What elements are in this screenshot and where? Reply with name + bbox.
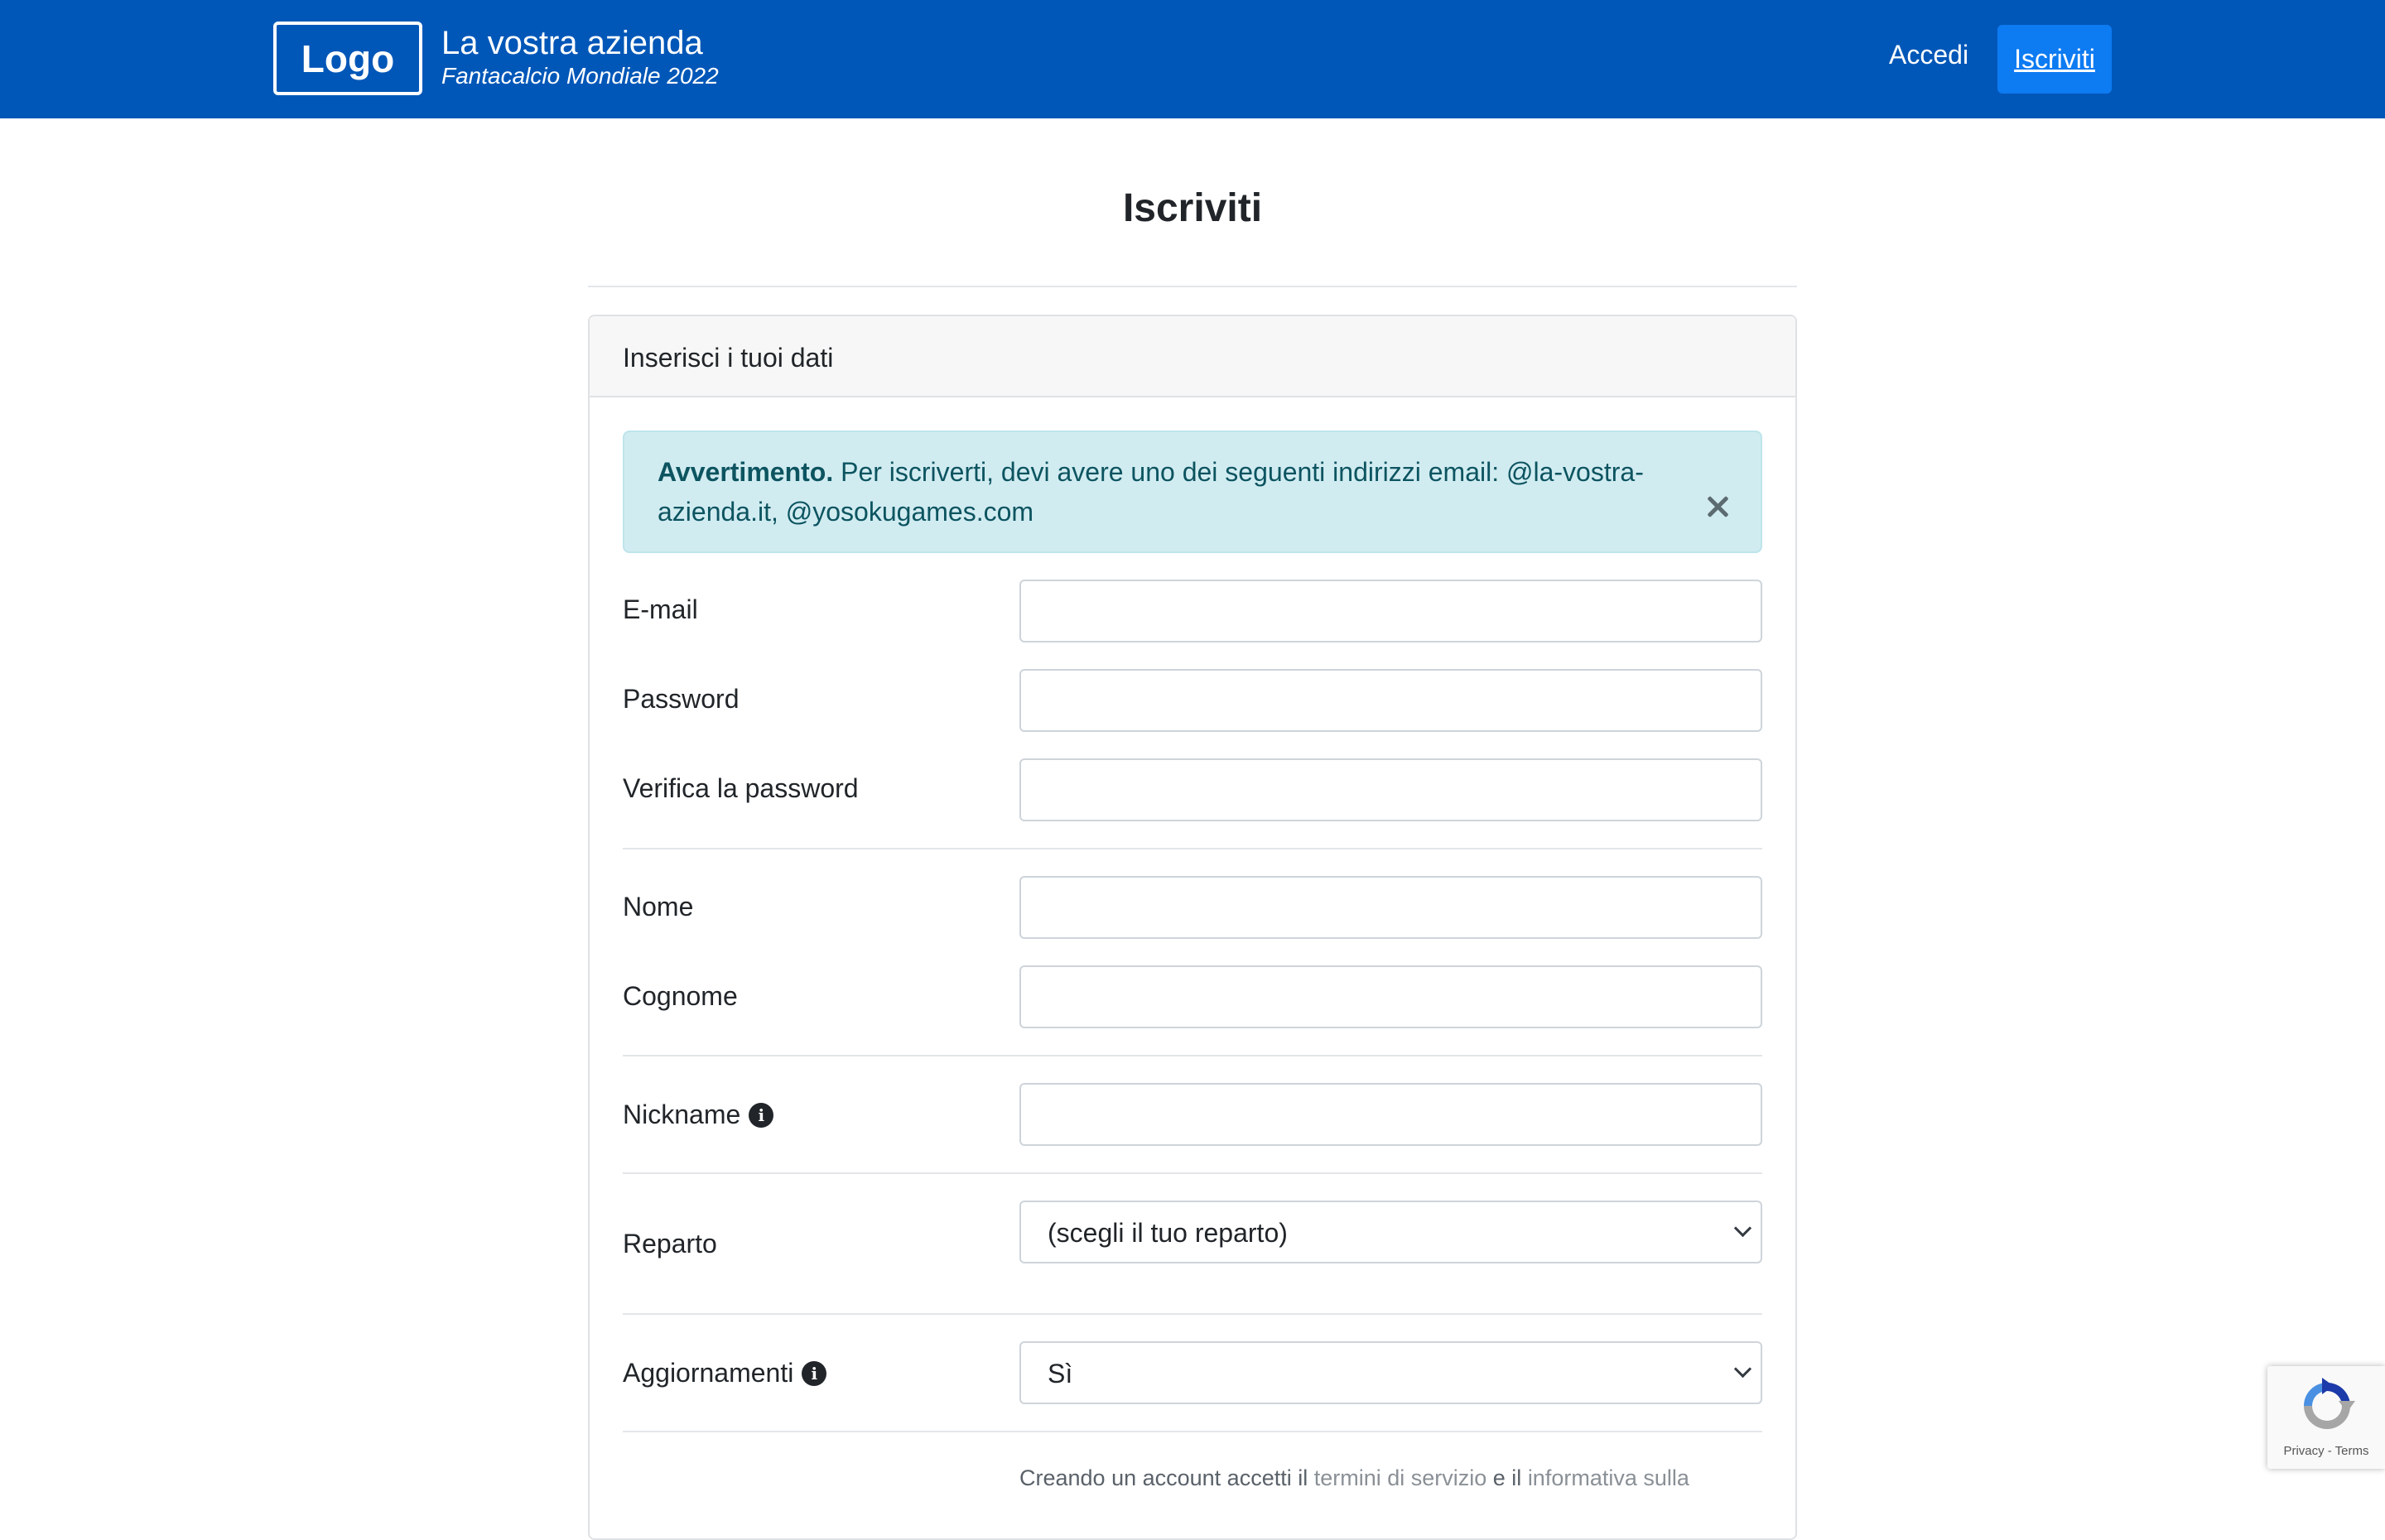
app-subtitle: Fantacalcio Mondiale 2022 [441,63,719,89]
section-divider [623,848,1762,849]
email-label: E-mail [623,594,698,624]
confirm-password-field[interactable] [1019,758,1762,821]
info-icon[interactable]: i [749,1103,773,1128]
nickname-field[interactable] [1019,1083,1762,1146]
section-divider [623,1172,1762,1174]
last-name-label: Cognome [623,981,738,1011]
warning-alert [623,431,1762,553]
nickname-label-group [623,1100,773,1130]
section-divider [623,1055,1762,1056]
recaptcha-links[interactable]: Privacy - Terms [2283,1444,2369,1458]
legal-middle: e il [1486,1465,1528,1490]
department-label: Reparto [623,1229,717,1258]
company-name: La vostra azienda [441,25,703,61]
title-divider [588,286,1797,287]
chevron-down-icon [1734,1220,1751,1237]
first-name-field[interactable] [1019,876,1762,939]
first-name-label: Nome [623,892,694,922]
card-header-title: Inserisci i tuoi dati [623,343,834,373]
privacy-link[interactable]: informativa sulla [1527,1465,1689,1490]
chevron-down-icon [1734,1360,1751,1378]
login-link[interactable]: Accedi [1889,40,1969,70]
legal-prefix: Creando un account accetti il [1019,1465,1314,1490]
last-name-field[interactable] [1019,965,1762,1028]
nickname-label: Nickname [623,1100,741,1129]
email-field[interactable] [1019,580,1762,642]
logo[interactable]: Logo [273,22,422,95]
confirm-password-label: Verifica la password [623,773,859,803]
password-label: Password [623,684,740,714]
terms-link[interactable]: termini di servizio [1313,1465,1487,1490]
card-header [590,316,1795,397]
updates-selected: Sì [1048,1359,1073,1388]
password-field[interactable] [1019,669,1762,732]
updates-label: Aggiornamenti [623,1358,794,1388]
section-divider [623,1313,1762,1315]
updates-label-group [623,1358,826,1388]
alert-strong: Avvertimento. [658,457,834,487]
recaptcha-badge[interactable] [2267,1366,2385,1469]
department-select[interactable] [1019,1201,1762,1263]
legal-text [1019,1465,1689,1491]
page-title: Iscriviti [1122,186,1263,230]
info-icon[interactable]: i [802,1361,826,1386]
department-selected: (scegli il tuo reparto) [1048,1218,1288,1248]
navbar [0,0,2385,118]
updates-select[interactable] [1019,1341,1762,1404]
alert-text [658,452,1684,532]
alert-message: Per iscriverti, devi avere uno dei seguenti indirizzi email: @la-vostra-azienda.it, @yosokugames.com [658,457,1644,527]
signup-button[interactable]: Iscriviti [1997,25,2112,94]
recaptcha-icon [2297,1376,2357,1436]
close-icon[interactable] [1706,495,1729,518]
section-divider [623,1431,1762,1432]
